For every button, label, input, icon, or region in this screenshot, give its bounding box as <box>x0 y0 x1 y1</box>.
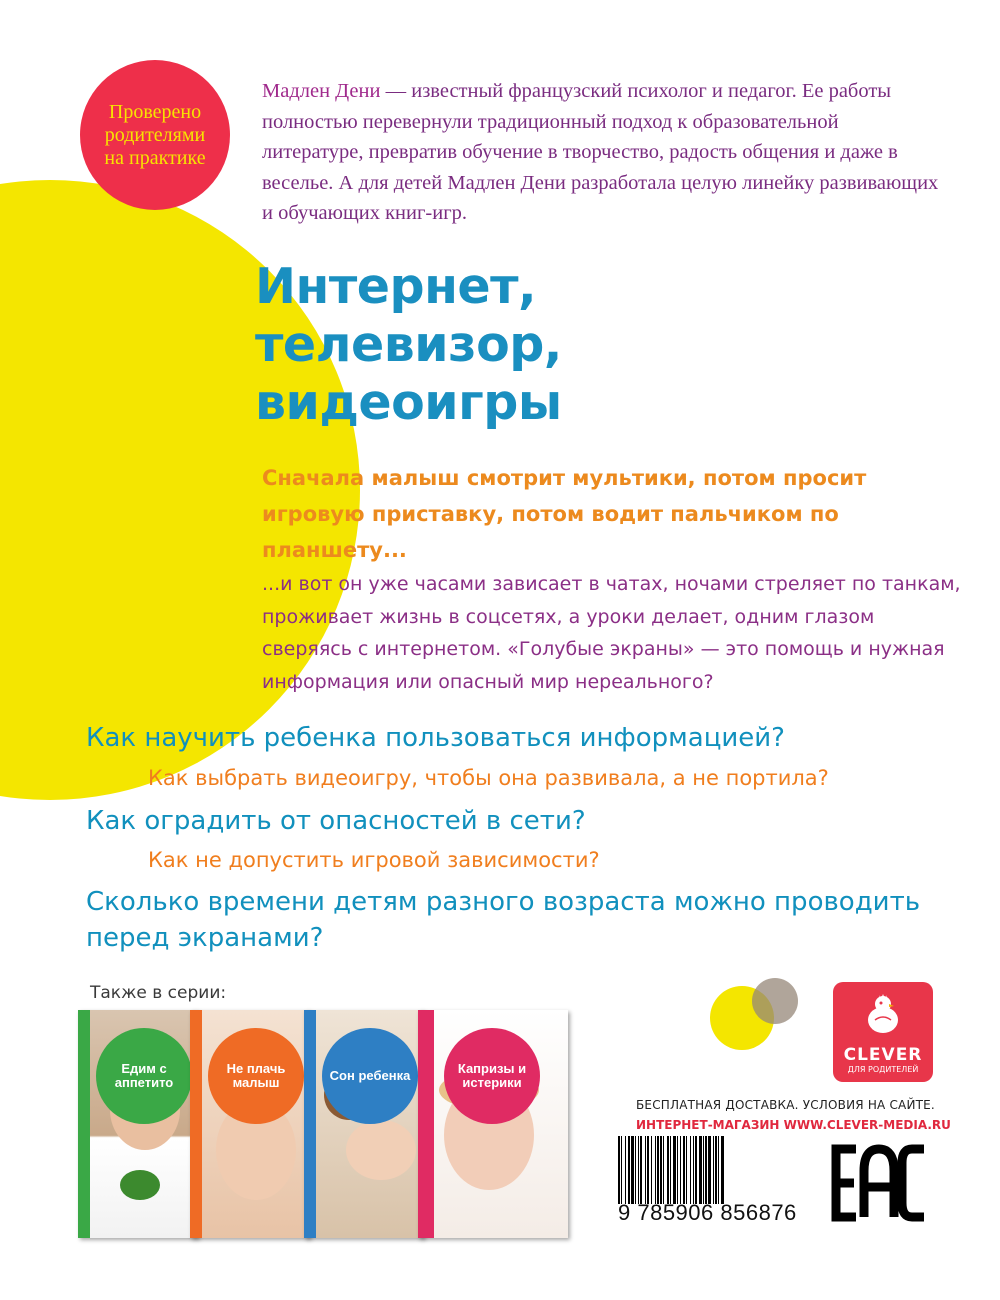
question-item: Как выбрать видеоигру, чтобы она развивала, а не портила? <box>148 766 829 790</box>
publisher-subtitle: ДЛЯ РОДИТЕЛЕЙ <box>847 1065 919 1074</box>
badge-line: Проверено <box>108 100 202 123</box>
book-title <box>255 258 955 432</box>
delivery-note: БЕСПЛАТНАЯ ДОСТАВКА. УСЛОВИЯ НА САЙТЕ. <box>636 1098 935 1112</box>
publisher-brand: CLEVER <box>843 1045 923 1065</box>
book-spine <box>304 1010 316 1238</box>
question-item: Как не допустить игровой зависимости? <box>148 848 600 872</box>
title-line: Интернет, <box>255 258 537 315</box>
eac-mark <box>830 1143 926 1223</box>
book-spine <box>418 1010 434 1238</box>
hen-icon <box>863 992 903 1038</box>
title-line: телевизор, <box>255 316 562 373</box>
book-cover <box>190 1010 310 1238</box>
gray-dot <box>752 978 798 1024</box>
barcode <box>618 1136 818 1204</box>
publisher-logo <box>833 982 933 1082</box>
question-item: Как оградить от опасностей в сети? <box>86 806 586 836</box>
book-cover <box>304 1010 424 1238</box>
author-intro <box>262 76 942 229</box>
lead-paragraph: Сначала малыш смотрит мультики, потом просит игровую приставку, потом водит пальчиком по планшету... <box>262 466 867 562</box>
author-name: Мадлен Дени <box>262 80 381 102</box>
title-line: видеоигры <box>255 374 562 431</box>
badge-line: на практике <box>104 146 206 169</box>
book-cover <box>78 1010 198 1238</box>
book-cover <box>418 1010 568 1238</box>
decorative-dots <box>710 978 820 1058</box>
body-paragraph: ...и вот он уже часами зависает в чатах, ночами стреляет по танкам, проживает жизнь в соцсетях, а уроки делает, одним глазом сверяясь с интернетом. «Голубые экраны» — это помощь и нужная информация или опасный мир нереального? <box>262 573 961 693</box>
series-books <box>78 1010 578 1240</box>
book-spine <box>190 1010 202 1238</box>
parents-approved-badge <box>80 60 230 210</box>
question-item: Как научить ребенка пользоваться информацией? <box>86 723 785 753</box>
series-label: Также в серии: <box>90 983 227 1003</box>
book-title-circle: Не плачь малыш <box>208 1028 304 1124</box>
badge-line: родителями <box>104 123 206 146</box>
broccoli <box>120 1170 160 1200</box>
book-title-circle: Сон ребенка <box>322 1028 418 1124</box>
sleeping-child-face <box>346 1120 416 1180</box>
book-title-circle: Капризы и истерики <box>444 1028 540 1124</box>
question-item: Сколько времени детям разного возраста можно проводить перед экранами? <box>86 887 921 953</box>
shop-url: ИНТЕРНЕТ-МАГАЗИН WWW.CLEVER-MEDIA.RU <box>636 1118 951 1132</box>
author-description: — известный французский психолог и педагог. Ее работы полностью перевернули традиционный подход к образовательной литературе, превратив обучение в творчество, радость общения и даже в веселье. А для детей Мадлен Дени разработала целую линейку развивающих и обучающих книг-игр. <box>262 80 939 224</box>
book-title-circle: Едим с аппетито <box>96 1028 192 1124</box>
isbn-number: 9 785906 856876 <box>618 1200 797 1225</box>
book-spine <box>78 1010 90 1238</box>
